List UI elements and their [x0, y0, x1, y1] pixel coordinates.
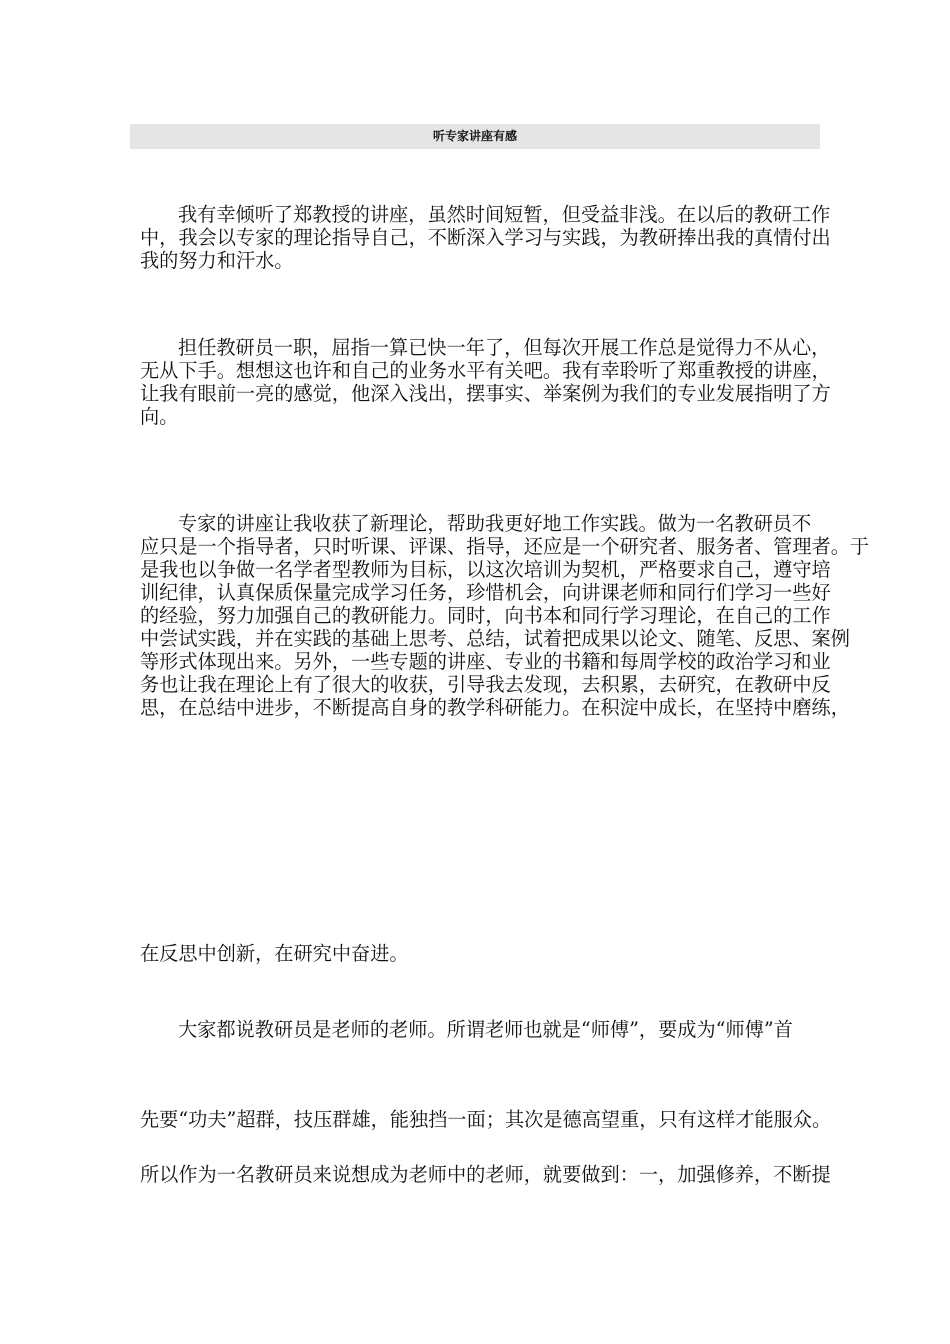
paragraph-line: 中，我会以专家的理论指导自己，不断深入学习与实践，为教研捧出我的真情付出	[140, 226, 831, 250]
paragraph-line: 思，在总结中进步，不断提高自身的教学科研能力。在积淀中成长，在坚持中磨练，	[140, 696, 850, 720]
paragraph-line: 中尝试实践，并在实践的基础上思考、总结，试着把成果以论文、随笔、反思、案例	[140, 627, 850, 651]
paragraph-line: 专家的讲座让我收获了新理论，帮助我更好地工作实践。做为一名教研员不	[178, 512, 812, 535]
paragraph-7	[140, 1163, 831, 1186]
paragraph-line: 我有幸倾听了郑教授的讲座，虽然时间短暂，但受益非浅。在以后的教研工作	[178, 203, 831, 226]
paragraph-1	[140, 192, 831, 273]
paragraph-line: 是我也以争做一名学者型教师为目标，以这次培训为契机，严格要求自己，遵守培	[140, 558, 831, 582]
paragraph-line: 向。	[140, 405, 179, 429]
paragraph-5	[140, 1018, 816, 1041]
paragraph-line: 担任教研员一职，屈指一算已快一年了，但每次开展工作总是觉得力不从心，	[178, 336, 831, 359]
paragraph-line: 的经验，努力加强自己的教研能力。同时，向书本和同行学习理论，在自己的工作	[140, 604, 831, 628]
paragraph-line: 应只是一个指导者，只时听课、评课、指导，还应是一个研究者、服务者、管理者。于	[140, 535, 870, 559]
paragraph-line: 所以作为一名教研员来说想成为老师中的老师，就要做到：一，加强修养，不断提	[140, 1163, 831, 1186]
document-title: 听专家讲座有感	[130, 124, 820, 149]
paragraph-line: 在反思中创新，在研究中奋进。	[140, 942, 409, 965]
paragraph-6	[140, 1108, 832, 1131]
paragraph-3	[140, 504, 870, 720]
paragraph-line: 务也让我在理论上有了很大的收获，引导我去发现，去积累，去研究，在教研中反	[140, 673, 831, 697]
paragraph-4	[140, 942, 816, 965]
paragraph-2	[140, 326, 831, 429]
paragraph-line: 先要“功夫”超群，技压群雄，能独挡一面；其次是德高望重，只有这样才能服众。	[140, 1108, 832, 1131]
paragraph-line: 训纪律，认真保质保量完成学习任务，珍惜机会，向讲课老师和同行们学习一些好	[140, 581, 831, 605]
paragraph-line: 大家都说教研员是老师的老师。所谓老师也就是“师傅”，要成为“师傅”首	[178, 1018, 793, 1041]
paragraph-line: 让我有眼前一亮的感觉，他深入浅出，摆事实、举案例为我们的专业发展指明了方	[140, 382, 831, 406]
paragraph-line: 无从下手。想想这也许和自己的业务水平有关吧。我有幸聆听了郑重教授的讲座，	[140, 359, 831, 383]
paragraph-line: 我的努力和汗水。	[140, 249, 294, 273]
paragraph-line: 等形式体现出来。另外，一些专题的讲座、专业的书籍和每周学校的政治学习和业	[140, 650, 831, 674]
